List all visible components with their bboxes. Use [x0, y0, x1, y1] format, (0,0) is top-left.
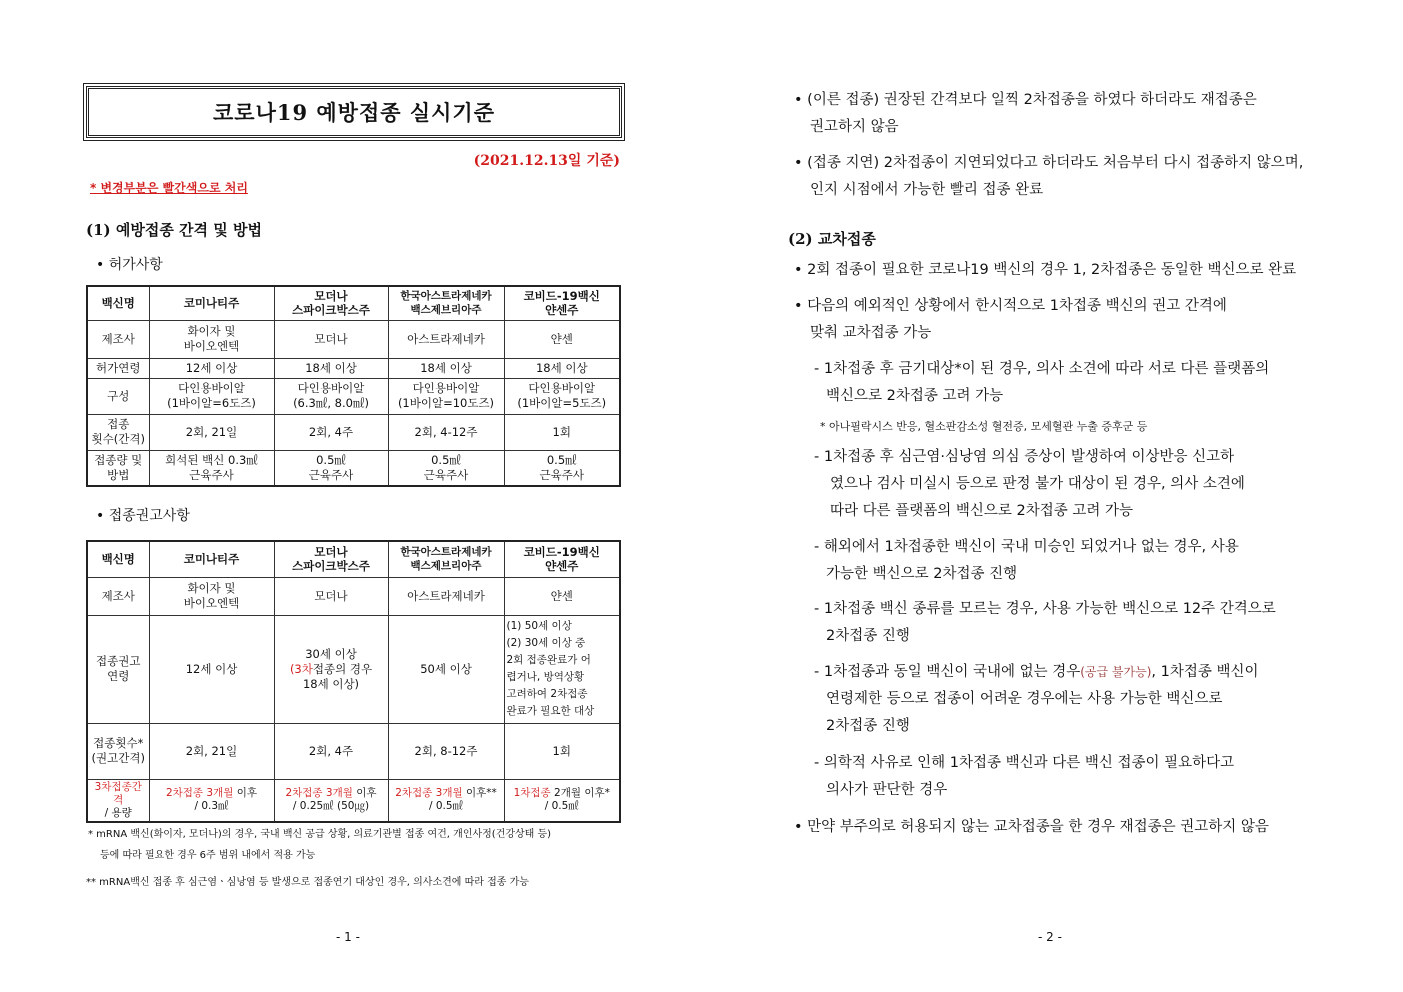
table-cell: 50세 이상 — [388, 615, 504, 723]
reference-date: (2021.12.13일 기준) — [473, 153, 620, 169]
page-number: - 2 - — [1038, 930, 1062, 944]
subheading-recommendation: • 접종권고사항 — [96, 508, 190, 524]
table-row — [87, 723, 620, 779]
table-cell: 접종량 및 방법 — [87, 450, 149, 486]
table-header-row — [87, 286, 620, 320]
table-row — [87, 320, 620, 358]
table-cell: 0.5㎖ 근육주사 — [274, 450, 388, 486]
table-cell: 2회, 21일 — [149, 723, 274, 779]
table-cell: 제조사 — [87, 320, 149, 358]
header-cell: 코미나티주 — [149, 541, 274, 577]
cell-line — [277, 787, 386, 800]
header-cell: 코비드-19백신 얀센주 — [504, 286, 620, 320]
table-cell: 화이자 및 바이오엔텍 — [149, 577, 274, 615]
cell-line: / 0.25㎖ (50㎍) — [292, 800, 370, 812]
cell-line: 30세 이상 — [305, 646, 357, 661]
section-1-heading: (1) 예방접종 간격 및 방법 — [86, 221, 262, 239]
header-cell: 백신명 — [87, 541, 149, 577]
table-cell: 2회, 4-12주 — [388, 414, 504, 450]
table-header-row — [87, 541, 620, 577]
bullet-careless: • 만약 부주의로 허용되지 않는 교차접종을 한 경우 재접종은 권고하지 않음 — [794, 819, 1269, 835]
table-row — [87, 414, 620, 450]
text-span: , 1차접종 백신이 — [1151, 664, 1259, 680]
dash-1-line-2: 백신으로 2차접종 고려 가능 — [826, 388, 1004, 404]
table-cell: 아스트라제네카 — [388, 320, 504, 358]
bullet-early-line-2: 권고하지 않음 — [810, 119, 899, 135]
table-cell: 얀센 — [504, 320, 620, 358]
table-cell: 다인용바이알 (1바이알=10도즈) — [388, 378, 504, 414]
table-cell: 허가연령 — [87, 358, 149, 378]
table-cell — [388, 779, 504, 822]
bullet-exception-line-1: • 다음의 예외적인 상황에서 한시적으로 1차접종 백신의 권고 간격에 — [794, 298, 1227, 314]
dash-2-line-2: 였으나 검사 미실시 등으로 판정 불가 대상이 된 경우, 의사 소견에 — [830, 476, 1245, 492]
table-cell: 12세 이상 — [149, 615, 274, 723]
cell-text: 이후 — [236, 787, 258, 799]
cell-line: / 0.3㎖ — [194, 800, 229, 812]
change-note: * 변경부분은 빨간색으로 처리 — [90, 181, 248, 195]
table-cell: 희석된 백신 0.3㎖ 근육주사 — [149, 450, 274, 486]
red-text: (3차 — [289, 661, 313, 676]
table-row — [87, 378, 620, 414]
table-cell — [504, 779, 620, 822]
cell-line: / 0.5㎖ — [428, 800, 464, 812]
table-cell: 12세 이상 — [149, 358, 274, 378]
red-text: 3차 — [94, 780, 112, 793]
page-number: - 1 - — [336, 930, 360, 944]
table-cell: 접종 횟수(간격) — [87, 414, 149, 450]
cell-line — [507, 787, 618, 800]
small-note: (공급 불가능) — [1080, 665, 1152, 679]
dash-6-line-1: - 의학적 사유로 인해 1차접종 백신과 다른 백신 접종이 필요하다고 — [814, 755, 1235, 771]
red-text: 접종간격 — [111, 780, 142, 806]
red-text: 2차접종 3개월 — [165, 787, 234, 799]
dash-4-line-2: 2차접종 진행 — [826, 628, 910, 644]
dash-4-line-1: - 1차접종 백신 종류를 모르는 경우, 사용 가능한 백신으로 12주 간격으로 — [814, 601, 1276, 617]
table-cell: 1회 — [504, 723, 620, 779]
table-cell: 화이자 및 바이오엔텍 — [149, 320, 274, 358]
dash-1-line-1: - 1차접종 후 금기대상*이 된 경우, 의사 소견에 따라 서로 다른 플랫폼의 — [814, 361, 1270, 377]
subheading-approval: • 허가사항 — [96, 257, 163, 273]
table-cell: 다인용바이알 (6.3㎖, 8.0㎖) — [274, 378, 388, 414]
table-cell: 모더나 — [274, 577, 388, 615]
red-text: 2차접종 3개월 — [395, 787, 463, 799]
table-cell: 0.5㎖ 근육주사 — [388, 450, 504, 486]
dash-2-line-1: - 1차접종 후 심근염·심낭염 의심 증상이 발생하여 이상반응 신고하 — [814, 449, 1235, 465]
table-cell: 2회, 8-12주 — [388, 723, 504, 779]
table-cell: 접종권고 연령 — [87, 615, 149, 723]
dash-2-line-3: 따라 다른 플랫폼의 백신으로 2차접종 고려 가능 — [830, 503, 1134, 519]
dash-5-line-2: 연령제한 등으로 접종이 어려운 경우에는 사용 가능한 백신으로 — [826, 691, 1223, 707]
page-1 — [0, 0, 700, 992]
table-cell: 2회, 21일 — [149, 414, 274, 450]
dash-6-line-2: 의사가 판단한 경우 — [826, 782, 948, 798]
table-row — [87, 779, 620, 822]
recommendation-table — [86, 540, 621, 823]
table-cell: 2회, 4주 — [274, 414, 388, 450]
approval-table — [86, 285, 621, 487]
bullet-delay-line-2: 인지 시점에서 가능한 빨리 접종 완료 — [810, 182, 1044, 198]
table-cell — [87, 779, 149, 822]
header-cell: 백신명 — [87, 286, 149, 320]
dash-5-line-3: 2차접종 진행 — [826, 718, 910, 734]
table-cell: 다인용바이알 (1바이알=5도즈) — [504, 378, 620, 414]
header-cell: 코미나티주 — [149, 286, 274, 320]
table-cell: 0.5㎖ 근육주사 — [504, 450, 620, 486]
header-cell: 한국아스트라제네카 백스제브리아주 — [388, 286, 504, 320]
table-row — [87, 615, 620, 723]
cell-text: 이후 — [356, 787, 377, 799]
dash-5-line-1 — [814, 661, 1258, 683]
table-cell: 다인용바이알 (1바이알=6도즈) — [149, 378, 274, 414]
table-cell: 구성 — [87, 378, 149, 414]
header-cell: 모더나 스파이크박스주 — [274, 286, 388, 320]
header-cell: 한국아스트라제네카 백스제브리아주 — [388, 541, 504, 577]
cell-line — [277, 662, 386, 692]
table-cell: 얀센 — [504, 577, 620, 615]
cell-text: 이후** — [465, 787, 497, 799]
dash-1-note: * 아나필락시스 반응, 혈소판감소성 혈전증, 모세혈관 누출 증후군 등 — [820, 420, 1148, 433]
cell-text: 2개월 이후* — [554, 787, 610, 799]
page-2 — [700, 0, 1403, 992]
cell-text: 접종의 경우 18세 이상) — [302, 661, 373, 691]
table-cell — [274, 615, 388, 723]
bullet-delay-line-1: • (접종 지연) 2차접종이 지연되었다고 하더라도 처음부터 다시 접종하지 않으며, — [794, 155, 1304, 171]
table-cell: 제조사 — [87, 577, 149, 615]
table-cell: 1회 — [504, 414, 620, 450]
red-text: 2차접종 3개월 — [285, 787, 353, 799]
cell-line — [391, 787, 502, 800]
cell-line — [90, 781, 147, 807]
table-cell: 접종횟수* (권고간격) — [87, 723, 149, 779]
cell-line: / 용량 — [104, 806, 132, 819]
dash-3-line-1: - 해외에서 1차접종한 백신이 국내 미승인 되었거나 없는 경우, 사용 — [814, 539, 1239, 555]
table-cell: 18세 이상 — [504, 358, 620, 378]
header-cell: 코비드-19백신 얀센주 — [504, 541, 620, 577]
footnote-1-line-1: * mRNA 백신(화이자, 모더나)의 경우, 국내 백신 공급 상황, 의료기관별 접종 여건, 개인사정(건강상태 등) — [88, 829, 552, 840]
document-title: 코로나19 예방접종 실시기준 — [86, 86, 622, 138]
header-cell: 모더나 스파이크박스주 — [274, 541, 388, 577]
table-cell — [149, 779, 274, 822]
cell-line — [152, 787, 272, 800]
table-cell: 18세 이상 — [274, 358, 388, 378]
dash-3-line-2: 가능한 백신으로 2차접종 진행 — [826, 566, 1018, 582]
table-cell — [274, 779, 388, 822]
table-cell: (1) 50세 이상 (2) 30세 이상 중 2회 접종완료가 어 렵거나, 방역상황 고려하여 2차접종 완료가 필요한 대상 — [504, 615, 620, 723]
table-row — [87, 577, 620, 615]
table-cell: 아스트라제네카 — [388, 577, 504, 615]
table-row — [87, 450, 620, 486]
footnote-2: ** mRNA백신 접종 후 심근염ㆍ심낭염 등 발생으로 접종연기 대상인 경우, 의사소견에 따라 접종 가능 — [86, 877, 529, 888]
bullet-same-vaccine: • 2회 접종이 필요한 코로나19 백신의 경우 1, 2차접종은 동일한 백신으로 완료 — [794, 262, 1297, 278]
section-2-heading: (2) 교차접종 — [788, 230, 876, 248]
bullet-exception-line-2: 맞춰 교차접종 가능 — [810, 325, 932, 341]
table-row — [87, 358, 620, 378]
table-cell: 18세 이상 — [388, 358, 504, 378]
bullet-early-line-1: • (이른 접종) 권장된 간격보다 일찍 2차접종을 하였다 하더라도 재접종은 — [794, 92, 1257, 108]
text-span: - 1차접종과 동일 백신이 국내에 없는 경우 — [814, 664, 1081, 680]
footnote-1-line-2: 등에 따라 필요한 경우 6주 범위 내에서 적용 가능 — [100, 850, 316, 861]
cell-line: / 0.5㎖ — [544, 800, 579, 812]
table-cell: 모더나 — [274, 320, 388, 358]
red-text: 1차접종 — [513, 787, 551, 799]
table-cell: 2회, 4주 — [274, 723, 388, 779]
